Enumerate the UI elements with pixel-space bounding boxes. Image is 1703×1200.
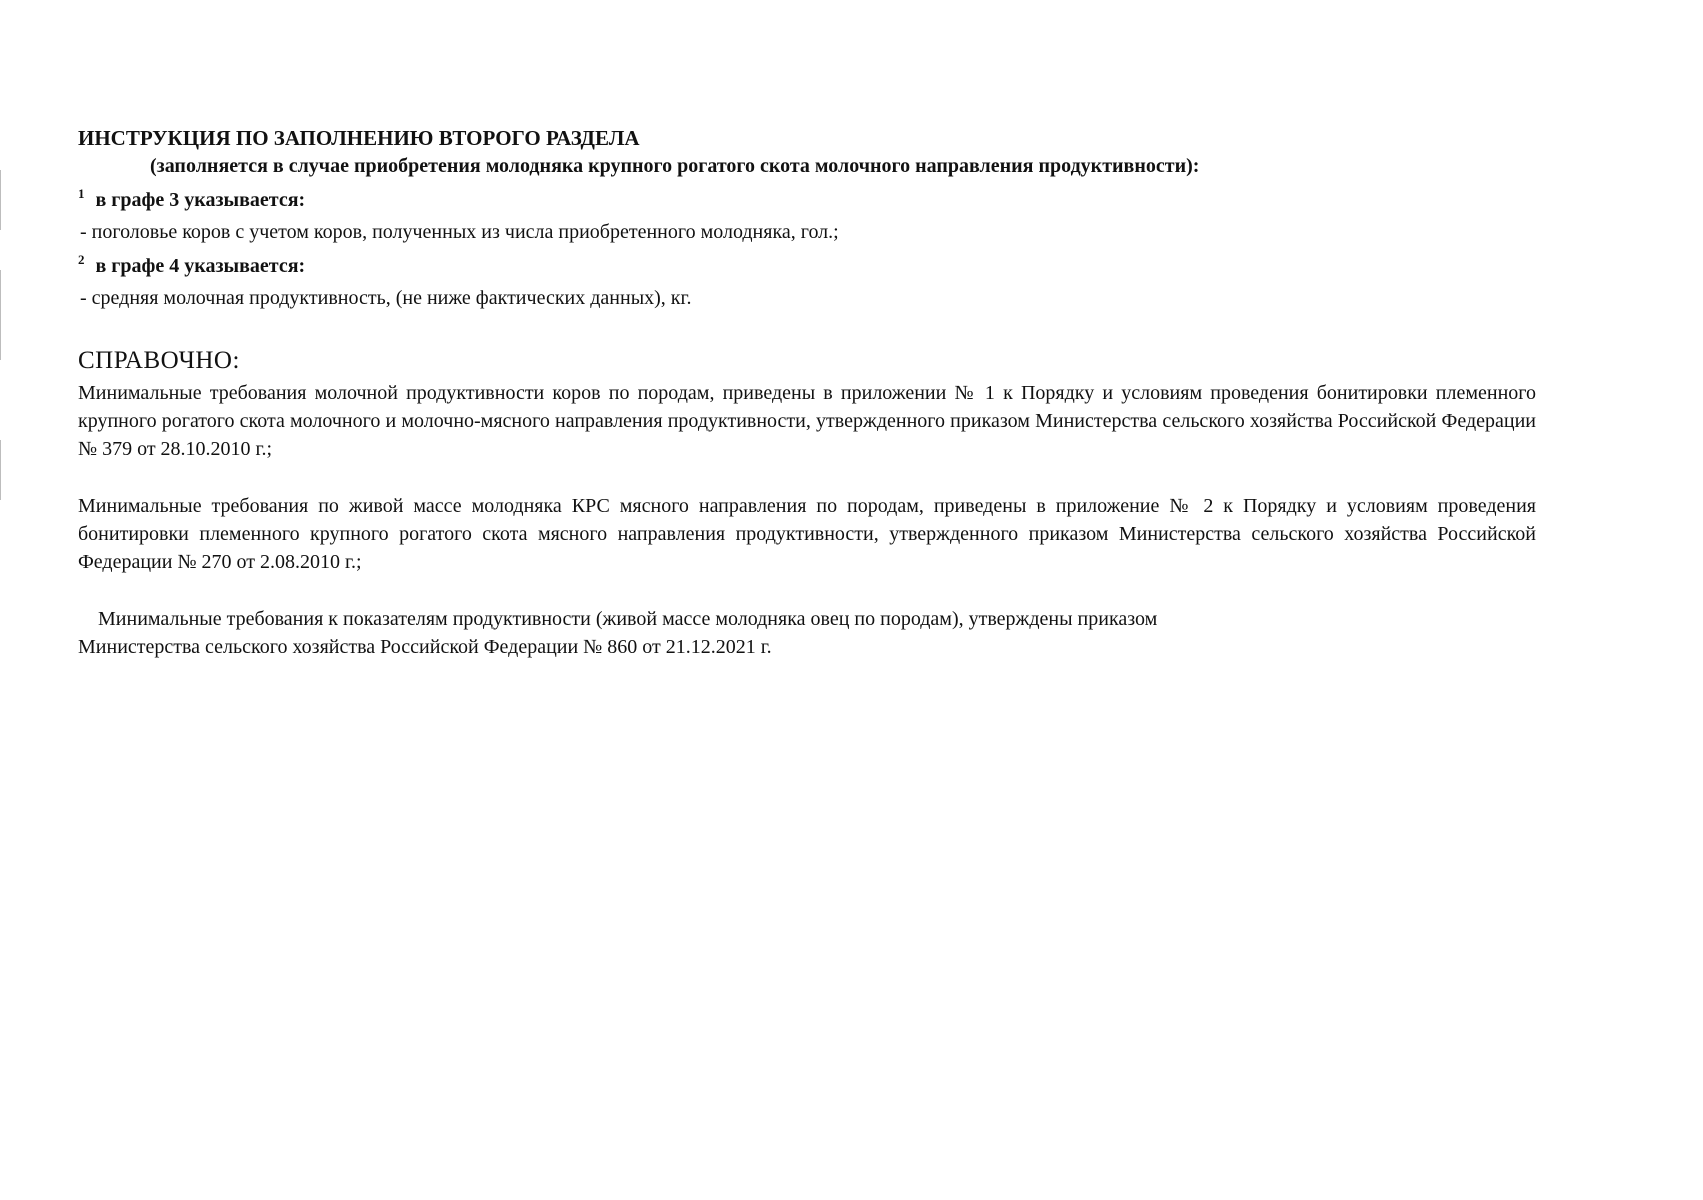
instructions-title: ИНСТРУКЦИЯ ПО ЗАПОЛНЕНИЮ ВТОРОГО РАЗДЕЛА — [78, 126, 640, 150]
reference-paragraph: Минимальные требования по живой массе молодняка КРС мясного направления по породам, приведены в приложение № 2 к Порядку и условиям проведения бонитировки племенного крупного рогатого скота мясного направления продуктивности, утвержденного приказом Министерства сельского хозяйства Российской Федерации № 270 от 2.08.2010 г.; — [78, 495, 1536, 573]
note-heading-text: в графе 4 указывается: — [95, 255, 306, 277]
note-heading — [78, 186, 1558, 216]
note-heading — [78, 252, 1558, 282]
instructions-subtitle: (заполняется в случае приобретения молодняка крупного рогатого скота молочного направления продуктивности): — [150, 155, 1200, 177]
instructions-section — [78, 124, 1558, 312]
reference-section — [78, 345, 1536, 661]
note-heading-text: в графе 3 указывается: — [95, 189, 306, 211]
reference-heading: СПРАВОЧНО: — [78, 347, 240, 374]
note-marker: 2 — [78, 252, 85, 267]
scan-edge-mark — [0, 440, 1, 500]
scan-edge-mark — [0, 270, 1, 360]
note-marker: 1 — [78, 186, 85, 201]
reference-paragraph: Минимальные требования молочной продуктивности коров по породам, приведены в приложении № 1 к Порядку и условиям проведения бонитировки племенного крупного рогатого скота молочного и молочно-мясного направления продуктивности, утвержденного приказом Министерства сельского хозяйства Российской Федерации № 379 от 28.10.2010 г.; — [78, 382, 1536, 460]
reference-paragraph-line: Министерства сельского хозяйства Российской Федерации № 860 от 21.12.2021 г. — [78, 636, 772, 658]
scan-edge-mark — [0, 170, 1, 230]
reference-paragraph — [78, 605, 1536, 661]
reference-paragraph-line: Минимальные требования к показателям продуктивности (живой массе молодняка овец по породам), утверждены приказом — [98, 608, 1158, 630]
note-text: - поголовье коров с учетом коров, полученных из числа приобретенного молодняка, гол.; — [80, 221, 839, 243]
note-text: - средняя молочная продуктивность, (не ниже фактических данных), кг. — [80, 287, 692, 309]
